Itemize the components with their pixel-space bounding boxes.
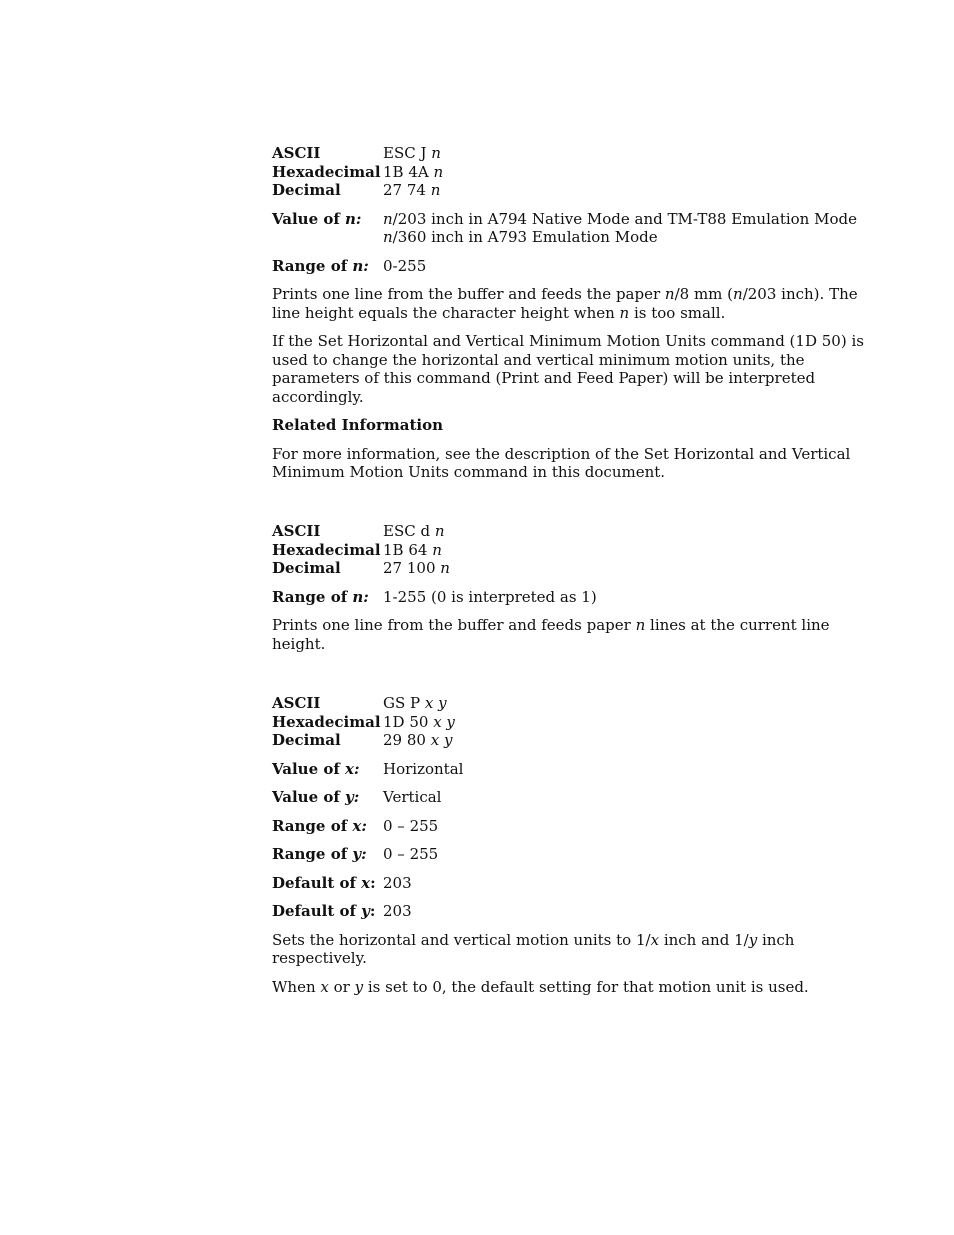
value-of-n-label: Value of n:: [272, 209, 362, 228]
ascii-row: [272, 144, 872, 163]
decimal-label: Decimal: [272, 559, 341, 577]
range-of-y-value: 0 – 255: [383, 845, 439, 863]
related-information-paragraph: For more information, see the description of the Set Horizontal and Vertical Minimum Motion Units command in this document.: [272, 444, 851, 481]
default-of-x-row: [272, 874, 872, 893]
hex-value: 1D 50 x y: [383, 712, 455, 731]
hex-row: [272, 541, 872, 560]
command-section-gs-p: [272, 694, 872, 996]
range-of-y-row: [272, 845, 872, 864]
ascii-label: ASCII: [272, 522, 321, 540]
ascii-label: ASCII: [272, 144, 321, 162]
related-information-heading: Related Information: [272, 416, 444, 434]
motion-units-paragraph: If the Set Horizontal and Vertical Minimum Motion Units command (1D 50) is used to change the horizontal and vertical minimum motion units, the parameters of this command (Print and Feed Paper) will be interpreted accordingly.: [272, 332, 864, 406]
value-of-x-row: [272, 760, 872, 779]
decimal-row: [272, 559, 872, 578]
range-of-x-label: Range of x:: [272, 816, 367, 835]
value-of-y-row: [272, 788, 872, 807]
value-of-x-value: Horizontal: [383, 759, 464, 778]
value-of-n-row: [272, 210, 872, 247]
default-setting-paragraph: When x or y is set to 0, the default setting for that motion unit is used.: [272, 977, 809, 996]
hex-value: 1B 4A n: [383, 162, 444, 181]
ascii-row: [272, 694, 872, 713]
default-of-x-value: 203: [383, 873, 412, 892]
description-paragraph: Sets the horizontal and vertical motion units to 1/x inch and 1/y inch respectively.: [272, 930, 795, 967]
default-of-x-label: Default of x:: [272, 873, 376, 892]
ascii-row: [272, 522, 872, 541]
command-section-esc-d: [272, 522, 872, 653]
range-of-n-row: [272, 588, 872, 607]
decimal-row: [272, 181, 872, 200]
hex-label: Hexadecimal: [272, 712, 381, 731]
decimal-value: 27 100 n: [383, 559, 450, 577]
default-of-y-label: Default of y:: [272, 902, 376, 920]
ascii-label: ASCII: [272, 694, 321, 712]
hex-value: 1B 64 n: [383, 540, 442, 559]
decimal-value: 27 74 n: [383, 181, 441, 199]
range-of-n-row: [272, 257, 872, 276]
ascii-value: GS P x y: [383, 694, 447, 712]
range-of-n-label: Range of n:: [272, 587, 369, 606]
range-of-n-value: 0-255: [383, 256, 427, 275]
range-of-n-label: Range of n:: [272, 256, 369, 275]
decimal-value: 29 80 x y: [383, 731, 453, 749]
range-of-n-value: 1-255 (0 is interpreted as 1): [383, 587, 597, 606]
hex-label: Hexadecimal: [272, 162, 381, 181]
decimal-label: Decimal: [272, 181, 341, 199]
value-of-x-label: Value of x:: [272, 759, 360, 778]
ascii-value: ESC d n: [383, 522, 445, 540]
range-of-x-row: [272, 817, 872, 836]
value-of-n-text: n/203 inch in A794 Native Mode and TM-T88 Emulation Mode n/360 inch in A793 Emulation Mode: [383, 209, 857, 246]
hex-label: Hexadecimal: [272, 540, 381, 559]
command-section-esc-j: [272, 144, 872, 482]
default-of-y-value: 203: [383, 902, 412, 920]
hex-row: [272, 713, 872, 732]
ascii-value: ESC J n: [383, 144, 441, 162]
hex-row: [272, 163, 872, 182]
description-paragraph: Prints one line from the buffer and feeds the paper n/8 mm (n/203 inch). The line height equals the character height when n is too small.: [272, 285, 858, 322]
range-of-y-label: Range of y:: [272, 845, 367, 863]
value-of-y-value: Vertical: [383, 788, 442, 806]
decimal-row: [272, 731, 872, 750]
default-of-y-row: [272, 902, 872, 921]
decimal-label: Decimal: [272, 731, 341, 749]
description-paragraph: Prints one line from the buffer and feeds paper n lines at the current line height.: [272, 616, 830, 653]
range-of-x-value: 0 – 255: [383, 816, 439, 835]
value-of-y-label: Value of y:: [272, 788, 360, 806]
